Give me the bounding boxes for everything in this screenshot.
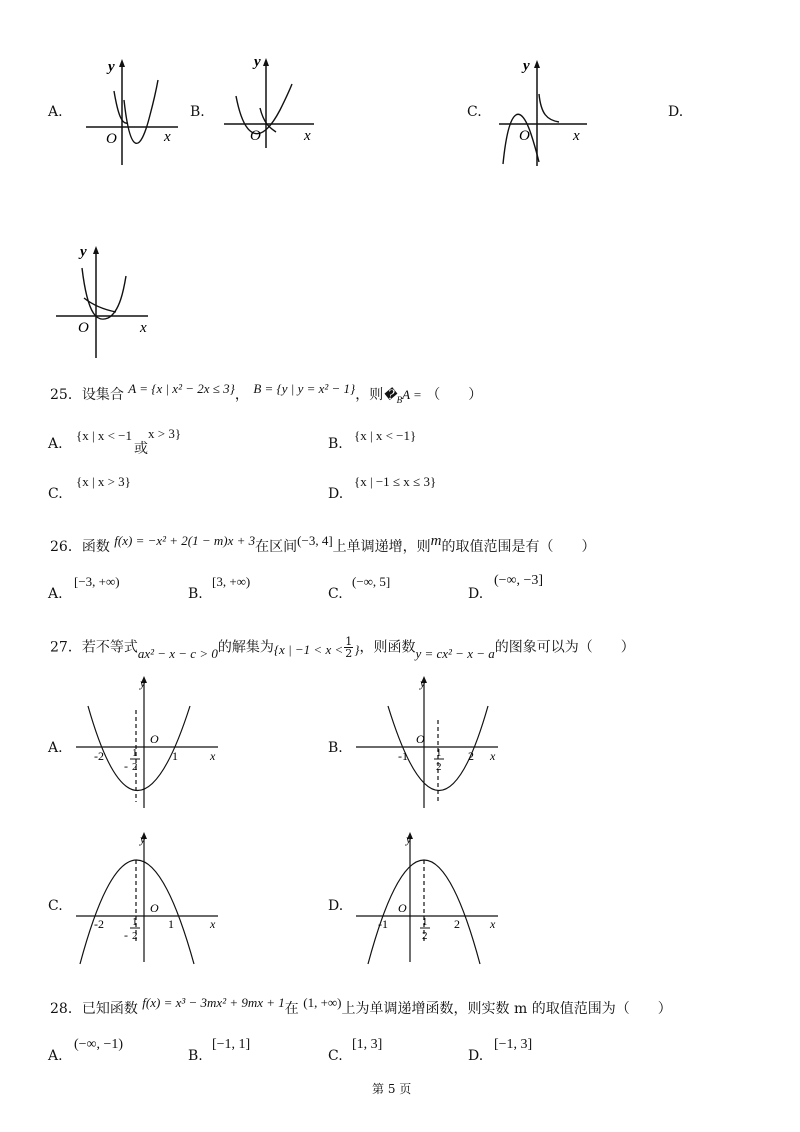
x-label: x [210, 917, 216, 931]
stem-prefix: 已知函数 [81, 1001, 138, 1017]
fraction-denominator: 2 [345, 647, 353, 660]
interval: (1, +∞) [303, 995, 342, 1010]
graph-option-b [222, 48, 322, 158]
axis-fraction-num: 1 [132, 916, 138, 928]
solution-set-open: {x | −1 < x < [273, 641, 344, 657]
origin-label: O [519, 128, 530, 144]
axis-fraction-num: 1 [436, 747, 442, 759]
graph-option-a [78, 55, 188, 170]
y-label: y [420, 676, 426, 690]
answer-paren: （ ） [426, 387, 483, 403]
stem-mid: 的解集为 [217, 639, 274, 656]
q25-option-c-label: C. [48, 486, 63, 502]
axis-fraction-den: 2 [132, 930, 138, 942]
stem-tail1: ，则函数 [359, 639, 416, 656]
complement-subscript: B [396, 394, 403, 405]
option-a-label: A. [48, 104, 63, 120]
axis-fraction-den: 2 [132, 761, 138, 773]
q28-option-a-label: A. [48, 1048, 63, 1064]
y-label: y [523, 58, 530, 74]
axis-fraction-num: 1 [422, 916, 428, 928]
origin-label: O [398, 901, 407, 915]
axis-fraction-num: 1 [132, 747, 138, 759]
q28-option-a-text: (−∞, −1) [74, 1037, 124, 1052]
interval: (−3, 4] [297, 533, 333, 548]
graph-27-b [350, 670, 510, 810]
origin-label: O [416, 732, 425, 746]
axis-minus-sign: - [124, 928, 128, 942]
y-axis-arrow [93, 246, 99, 254]
q25-option-d-label: D. [328, 486, 344, 502]
graph-27-a [70, 670, 230, 810]
question-number: 28． [50, 1001, 82, 1017]
q26-option-c-text: (−∞, 5] [352, 574, 391, 589]
q28-option-d-text: [−1, 3] [494, 1037, 533, 1052]
question-28 [50, 995, 672, 1018]
root-right-label: 1 [168, 917, 174, 931]
solution-set-close: } [354, 641, 360, 657]
q27-option-d-label: D. [328, 898, 344, 914]
function-expr: f(x) = x³ − 3mx² + 9mx + 1 [142, 995, 285, 1010]
q25-option-a-or: 或 [134, 441, 148, 457]
origin-label: O [150, 732, 159, 746]
variable-m: m [430, 533, 442, 549]
x-label: x [304, 128, 311, 144]
curve-parabola [124, 80, 158, 143]
q27-option-c-label: C. [48, 898, 63, 914]
y-label: y [254, 54, 261, 70]
x-label: x [140, 320, 147, 336]
page-number: 第 5 页 [372, 1082, 412, 1096]
question-number: 25． [50, 387, 82, 403]
q25-option-d-text: {x | −1 ≤ x ≤ 3} [354, 474, 437, 489]
y-label: y [108, 59, 115, 75]
fraction-half [344, 636, 353, 659]
stem-prefix: 设集合 [81, 387, 124, 403]
root-right-label: 2 [454, 917, 460, 931]
q26-option-b-text: [3, +∞) [212, 574, 251, 589]
q25-option-a-text2: x > 3} [148, 426, 182, 441]
axis-fraction-den: 2 [422, 930, 428, 942]
graph-27-c [70, 826, 230, 966]
stem-tail1: 上单调递增，则 [332, 539, 431, 555]
option-c-label: C. [467, 104, 482, 120]
q25-option-a-text: {x | x < −1 [76, 428, 133, 443]
origin-label: O [150, 901, 159, 915]
option-b-label: B. [190, 104, 205, 120]
q26-option-a-label: A. [48, 586, 63, 602]
x-label: x [573, 128, 580, 144]
q27-option-a-label: A. [48, 740, 63, 756]
y-label: y [140, 676, 146, 690]
q26-option-c-label: C. [328, 586, 343, 602]
q26-option-d-label: D. [468, 586, 484, 602]
set-b: B = {y | y = x² − 1} [253, 381, 356, 396]
q25-option-c-text: {x | x > 3} [76, 474, 131, 489]
y-label: y [140, 832, 146, 846]
origin-label: O [250, 128, 261, 144]
stem-then: ，则 [355, 387, 384, 403]
y-axis-arrow [119, 59, 125, 67]
graph-option-d [54, 238, 159, 360]
curve-hyperbola [539, 94, 559, 122]
axis-fraction-den: 2 [436, 761, 442, 773]
question-number: 26． [50, 539, 82, 555]
parabola [80, 860, 194, 964]
question-25 [50, 381, 483, 405]
stem-prefix: 若不等式 [81, 639, 138, 656]
origin-label: O [78, 320, 89, 336]
complement-symbol: � [383, 387, 397, 402]
axis-minus-sign: - [124, 759, 128, 773]
function-expr: y = cx² − x − a [415, 645, 495, 661]
curve-parabola [236, 84, 292, 134]
y-axis-arrow [263, 58, 269, 66]
root-left-label: -1 [398, 749, 408, 763]
graph-option-c [495, 54, 600, 169]
q27-option-b-label: B. [328, 740, 343, 756]
x-label: x [490, 749, 496, 763]
graph-27-d [350, 826, 510, 966]
root-left-label: -2 [94, 749, 104, 763]
option-d-label: D. [668, 104, 684, 120]
question-number: 27． [50, 639, 82, 656]
x-label: x [164, 129, 171, 145]
inequality: ax² − x − c > 0 [137, 645, 218, 661]
y-label: y [80, 244, 87, 260]
q26-option-d-text: (−∞, −3] [494, 573, 544, 588]
root-right-label: 2 [468, 749, 474, 763]
root-right-label: 1 [172, 749, 178, 763]
q28-option-d-label: D. [468, 1048, 484, 1064]
function-expr: f(x) = −x² + 2(1 − m)x + 3 [114, 533, 256, 548]
question-27 [50, 636, 635, 659]
stem-tail: 上为单调递增函数，则实数 m 的取值范围为（ ） [341, 1001, 672, 1017]
q25-option-a-label: A. [48, 436, 63, 452]
q28-option-c-text: [1, 3] [352, 1037, 383, 1052]
q25-option-b-label: B. [328, 436, 343, 452]
q28-option-b-label: B. [188, 1048, 203, 1064]
stem-tail2: 的图象可以为（ ） [494, 639, 635, 656]
set-a: A = {x | x² − 2x ≤ 3} [128, 381, 235, 396]
stem-tail: A = [402, 387, 422, 402]
fraction-numerator: 1 [345, 635, 353, 648]
q26-option-b-label: B. [188, 586, 203, 602]
y-axis-arrow [534, 60, 540, 68]
q25-option-b-text: {x | x < −1} [354, 428, 417, 443]
question-26 [50, 533, 596, 556]
root-left-label: -2 [94, 917, 104, 931]
curve-parabola [82, 268, 126, 319]
stem-prefix: 函数 [81, 539, 110, 555]
separator: ， [234, 387, 249, 403]
x-label: x [490, 917, 496, 931]
stem-tail2: 的取值范围是有（ ） [441, 539, 596, 555]
q28-option-b-text: [−1, 1] [212, 1037, 251, 1052]
origin-label: O [106, 131, 117, 147]
x-label: x [210, 749, 216, 763]
stem-mid: 在区间 [255, 539, 298, 555]
y-label: y [406, 832, 412, 846]
q28-option-c-label: C. [328, 1048, 343, 1064]
q26-option-a-text: [−3, +∞) [74, 574, 120, 589]
root-left-label: -1 [378, 917, 388, 931]
stem-mid: 在 [284, 1001, 299, 1017]
